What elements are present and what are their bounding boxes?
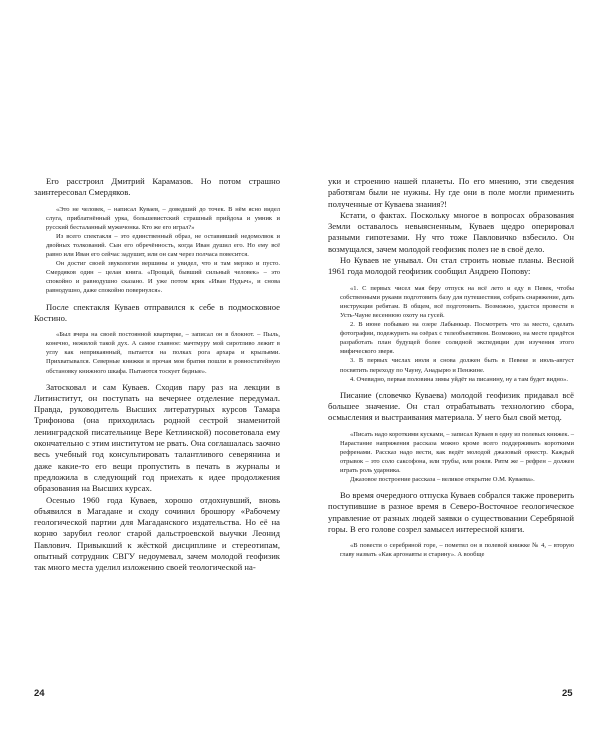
body-paragraph: Во время очередного отпуска Куваев собрался также проверить поступившие в разное время в Северо-Восточное геологическое управление от разных людей заявки о существовании Серебряной горы. В его голове созрел замысел интересной книги. (328, 490, 574, 535)
page-number-left: 24 (34, 688, 45, 699)
page-number-right: 25 (562, 688, 573, 699)
body-paragraph: Писание (словечко Куваева) молодой геофизик придавал всё большее значение. Он стал отрабатывать технологию сбора, осмысления и выстраивания материала. У него был свой метод. (328, 389, 574, 423)
body-paragraph: Кстати, о фактах. Поскольку многое в вопросах образования Земли оставалось невыясненным, Куваев щедро оперировал разными гипотезами. Ну что тоже Павловичко взбесило. Он возмущался, зачем молодой геофизик полез не в своё дело. (328, 209, 574, 254)
left-page (34, 176, 280, 696)
quote-paragraph: 4. Очевидно, первая половина зимы уйдёт на писанину, ну а там будет видно». (350, 375, 568, 383)
quote-paragraph: Из всего спектакля – это единственный образ, не оставивший недомолвок и двойных толкований. Сын его обречённость, когда Иван душил его. Но ему всё равно или Иван его сейчас задушит, или он сам через полчаса повесится. (46, 232, 280, 259)
quote-paragraph: Джазовое построение рассказа – великое открытие О.М. Куваева». (350, 476, 535, 484)
body-paragraph: Его расстроил Дмитрий Карамазов. Но потом страшно заинтересовал Смердяков. (34, 176, 280, 198)
quote-paragraph: 3. В первых числах июля я снова должен быть в Певеке и июль-август посвятить переходу по Чауну, Анадырю и Пенжине. (340, 357, 574, 374)
quote-paragraph: «В повести о серебряной горе, – пометил он в полевой книжке № 4, – вторую главу назвать «Как аргонавты и старину». А вообще (340, 542, 574, 559)
quote-paragraph: Он достиг своей звукологии вершины и увидел, что и там мерзко и пусто. Смердяков один – целая книга. «Прощай, бывший сильный человек» – это спокойно и равнодушно сказано. И уже потом крик «Иван Нудыч», и снова равнодушно, даже спокойно повернулся». (46, 260, 280, 295)
quote-paragraph: «1. С первых чисел мая беру отпуск на всё лето и еду в Певек, чтобы собственными руками подготовить базу для путешествия, собрать снаряжение, дать инструкции ребятам. В общем, всё подготовить. Возможно, удастся провести в Усть-Чауне весеннюю охоту на гусей. (340, 284, 574, 319)
quote-paragraph: «Был вчера на своей постоянной квартирке, – записал он в блокнот. – Пыль, конечно, нежилой такой дух. А самое главное: мачтмуру мой сиротливо лежит в углу как неприкаянный, пытается на полках рога архара и крыльями. Прихватывался. Северные книжки и прочая моя братия пошли в ровностатейную обстановку книжного шкафа. Пытаются тоскует бедные». (46, 331, 280, 375)
quote-paragraph: «Это не человек, – написал Куваев, – доведший до точек. В нём ясно видел слуга, приблатнённый урка, большевистский страшный прийдоха и умник и русский бесталанный мужичонка. Кто же его играл?» (46, 205, 280, 231)
body-paragraph: Но Куваев не унывал. Он стал строить новые планы. Весной 1961 года молодой геофизик сообщил Андрею Попову: (328, 255, 574, 277)
quote-paragraph: «Писать надо короткими кусками, – записал Куваев в одну из полевых книжек. – Нарастание напряжения рассказа можно кроме всего поддерживать короткими рефренами. Рассказ надо вести, как ведёт молодой джазовый оркестр. Каждый отрывок – это соло саксофона, или трубы, или рояля. Ритм же – рефрен – должен играть роль ударника. (340, 430, 575, 474)
quote-paragraph: 2. В июне побываю на озере Лабынкыр. Посмотреть что за место, сделать фотографии, подежурить на озёрах с телеобъективом. Возможно, на месте придётся разработать план будущей более солидной экспедиции для изучения этого мифического зверя. (340, 321, 574, 356)
right-page (328, 176, 574, 696)
body-paragraph: Осенью 1960 года Куваев, хорошо отдохнувший, вновь объявился в Магадане и сходу сочинил брошюру «Рабочему геологической партии для Магаданского издательства. Но её на корню зарубил геолог старой дальстроевской выучки Леонид Павлович. Привыкший к жёсткой дисциплине и стереотипам, опытный сотрудник СВГУ недоумевал, зачем молодой геофизик так много места уделил изложению своей теологической на- (34, 494, 280, 573)
body-paragraph: После спектакля Куваев отправился к себе в подмосковное Костино. (34, 301, 280, 323)
body-paragraph-continued: уки и строению нашей планеты. По его мнению, эти сведения работягам были не нужны. Ну где они в поле могли применить полученные от Куваева знания?! (328, 176, 574, 209)
body-paragraph: Затосковал и сам Куваев. Сходив пару раз на лекции в Литинститут, он поступать на вечернее отделение передумал. Правда, руководитель Высших литературных курсов Тамара Трифонова (она приходилась родной сестрой знаменитой ленинградской писательнице Вере Кетлинской) посоветовала ему окончательно с этим институтом не рвать. Она соглашалась заочно весь учебный год консультировать талантливого северянина и даже какие-то его вещи пропустить в печать в журналы и предложила в следующий год приехать к идее продолжения образования на Высших курсах. (34, 381, 280, 494)
